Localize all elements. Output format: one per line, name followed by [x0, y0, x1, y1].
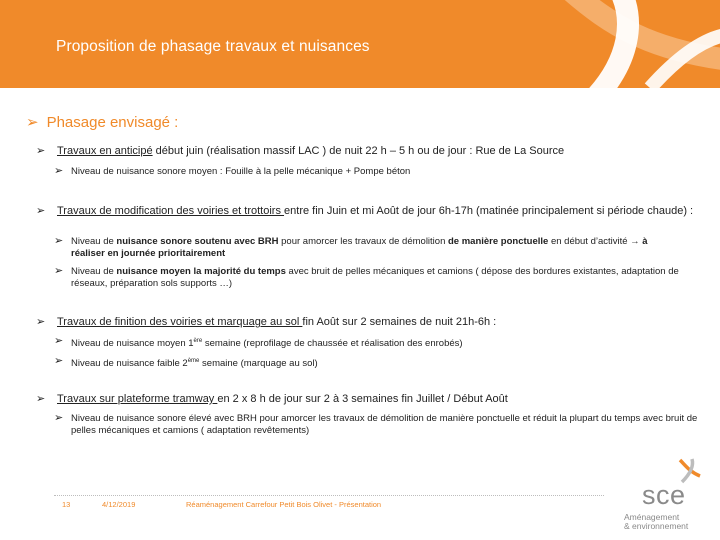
arrow-bullet-icon: ➢: [26, 114, 39, 131]
list-item: ➢ Travaux sur plateforme tramway en 2 x 8 h de jour sur 2 à 3 semaines fin Juillet / Début Août: [36, 393, 508, 405]
page-number: 13: [62, 500, 71, 509]
list-item: ➢ Travaux en anticipé début juin (réalisation massif LAC ) de nuit 22 h – 5 h ou de jour : Rue de La Source: [36, 145, 565, 157]
arrow-bullet-icon: ➢: [36, 145, 46, 157]
footer-caption: Réaménagement Carrefour Petit Bois Olivet - Présentation: [186, 500, 382, 509]
footer-divider: [54, 495, 604, 496]
arrow-bullet-icon: ➢: [54, 265, 64, 277]
sce-logo-watermark-icon: [500, 0, 720, 88]
page-title: Proposition de phasage travaux et nuisances: [56, 38, 370, 55]
company-logo: [606, 458, 716, 538]
arrow-bullet-icon: ➢: [54, 355, 64, 367]
header-band: [0, 0, 720, 88]
list-subitem: ➢ Niveau de nuisance moyen la majorité du temps avec bruit de pelles mécaniques et camions ( dépose des bordures existantes, adaptation de réseaux, préparation sols supports …): [54, 265, 679, 289]
list-subitem: ➢ Niveau de nuisance sonore soutenu avec BRH pour amorcer les travaux de démolition de manière ponctuelle en début d’activité → à réaliser en journée prioritairement: [54, 235, 648, 259]
arrow-bullet-icon: ➢: [36, 205, 46, 217]
list-subitem: ➢ Niveau de nuisance faible 2ème semaine (marquage au sol): [54, 355, 318, 370]
list-subitem: ➢ Niveau de nuisance sonore élevé avec BRH pour amorcer les travaux de démolition de manière ponctuelle et réduit la plupart du temps avec bruit de pelles mécaniques et camions ( adaptation revêtements): [54, 412, 698, 436]
logo-wordmark: sce: [642, 480, 686, 510]
arrow-bullet-icon: ➢: [36, 393, 46, 405]
list-item: ➢ Travaux de finition des voiries et marquage au sol fin Août sur 2 semaines de nuit 21h-6h :: [36, 316, 497, 328]
footer-date: 4/12/2019: [102, 500, 136, 509]
arrow-bullet-icon: ➢: [54, 335, 64, 347]
list-item: ➢ Travaux de modification des voiries et trottoirs entre fin Juin et mi Août de jour 6h-17h (matinée principalement si période chaude) :: [36, 205, 694, 217]
section-title: Phasage envisagé :: [46, 114, 179, 131]
logo-tagline: Aménagement & environnement: [624, 512, 689, 531]
section-heading: [26, 113, 178, 131]
list-subitem: ➢ Niveau de nuisance sonore moyen : Fouille à la pelle mécanique + Pompe béton: [54, 165, 411, 177]
arrow-bullet-icon: ➢: [54, 412, 64, 424]
arrow-bullet-icon: ➢: [54, 235, 64, 247]
arrow-bullet-icon: ➢: [36, 316, 46, 328]
arrow-bullet-icon: ➢: [54, 165, 64, 177]
list-subitem: ➢ Niveau de nuisance moyen 1ère semaine (reprofilage de chaussée et réalisation des enrobés): [54, 335, 463, 350]
